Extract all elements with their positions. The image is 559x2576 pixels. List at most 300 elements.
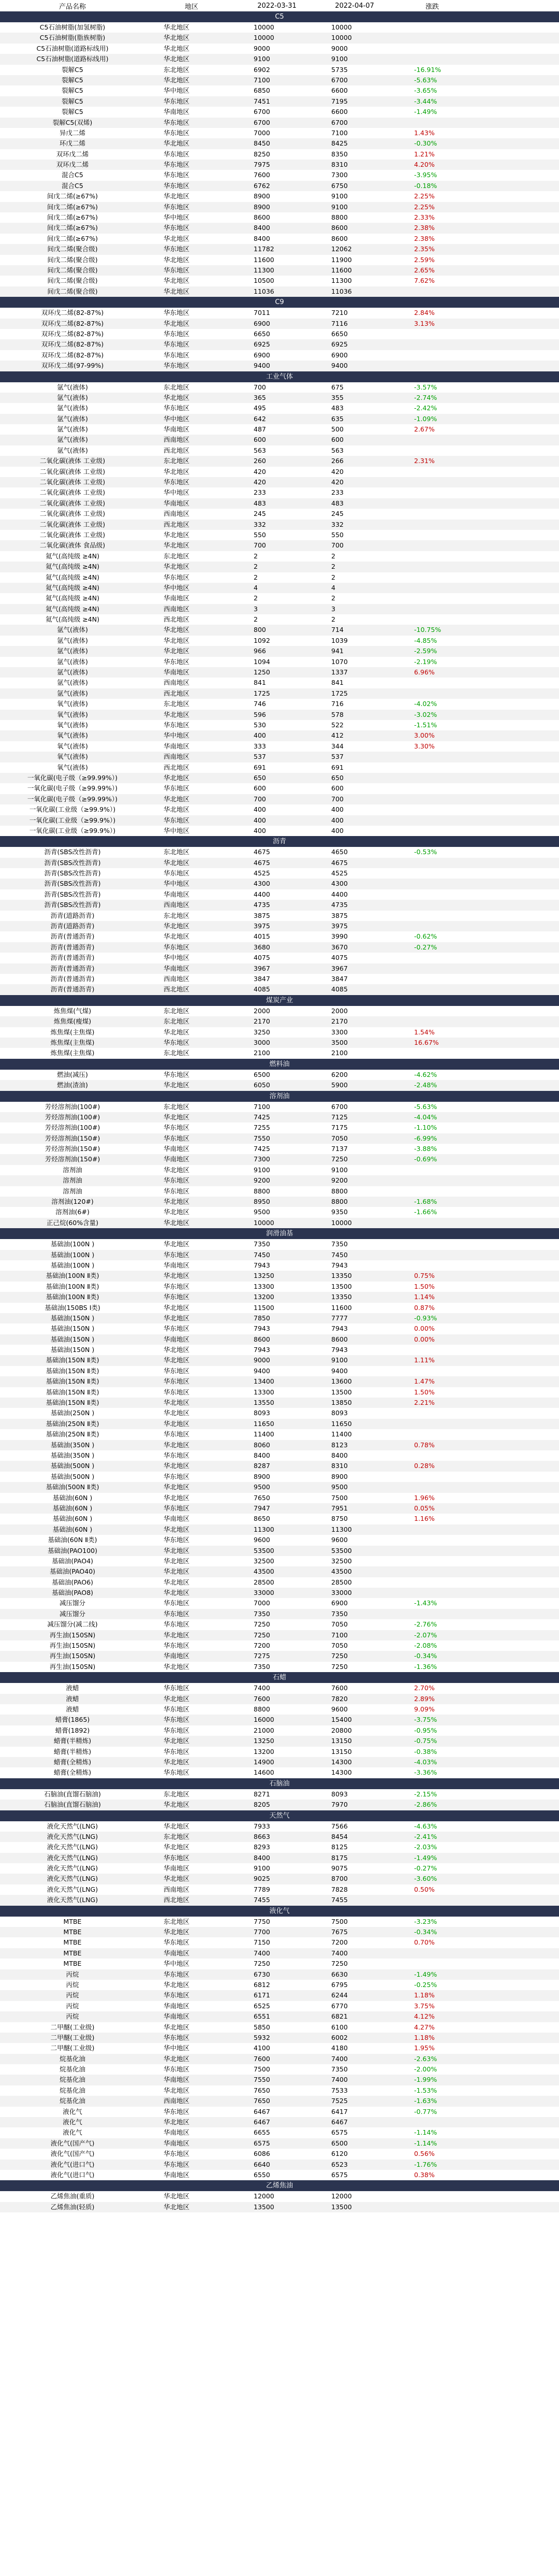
change [393, 540, 471, 551]
price-date2: 7500 [331, 1917, 348, 1925]
price-date1: 8650 [254, 1515, 270, 1523]
header-date1: 2022-03-31 [257, 2, 297, 10]
change: -2.07% [414, 1631, 437, 1639]
table-row [0, 1990, 559, 2001]
product-name: 液蜡 [66, 1694, 79, 1703]
price-date2: 6002 [331, 2033, 348, 2041]
product-name: 氩气(液体) [57, 626, 88, 634]
price-date1: 333 [254, 742, 266, 750]
region: 华南地区 [164, 668, 190, 677]
change: 2.84% [414, 309, 435, 317]
table-row [0, 858, 559, 868]
product-name: 液化气(国产气) [50, 2150, 95, 2158]
price-date1: 400 [254, 731, 266, 740]
table-header [0, 0, 559, 11]
change [393, 1535, 471, 1545]
table-row [0, 1165, 559, 1175]
region: 西南地区 [164, 1885, 190, 1893]
product-name: 沥青(SBS改性沥青) [44, 848, 101, 856]
price-date2: 8600 [331, 1335, 348, 1343]
region: 华东地区 [164, 340, 190, 349]
change [393, 530, 471, 540]
price-date1: 5932 [254, 2033, 270, 2041]
price-date1: 3975 [254, 922, 270, 930]
region: 华北地区 [164, 1567, 190, 1576]
region: 西南地区 [164, 974, 190, 983]
region: 华东地区 [164, 2107, 190, 2116]
region: 华东地区 [164, 404, 190, 412]
section-rows [0, 382, 559, 837]
change: -4.03% [414, 1758, 437, 1766]
region: 华东地区 [164, 161, 190, 169]
region: 华东地区 [164, 1609, 190, 1618]
table-row [0, 1387, 559, 1398]
price-date1: 3 [254, 605, 258, 613]
section-rows [0, 1006, 559, 1059]
region: 东北地区 [164, 1917, 190, 1925]
price-date2: 7050 [331, 1642, 348, 1650]
price-date2: 6200 [331, 1070, 348, 1078]
price-date2: 13500 [331, 1282, 352, 1290]
table-row [0, 1250, 559, 1260]
price-date2: 332 [331, 520, 344, 528]
table-row [0, 75, 559, 85]
table-row [0, 1863, 559, 1874]
product-name: 蜡膏(1892) [55, 1726, 90, 1734]
product-name: 基础油(150N ) [50, 1314, 95, 1322]
region: 华东地区 [164, 245, 190, 253]
region: 华北地区 [164, 1525, 190, 1533]
product-name: 基础油(60N ) [52, 1515, 93, 1523]
price-date1: 600 [254, 436, 266, 444]
change: 2.67% [414, 425, 435, 434]
price-date1: 53500 [254, 1546, 274, 1555]
region: 华北地区 [164, 1928, 190, 1936]
product-name: 一氧化碳(工业级（≥99.9%）) [29, 826, 116, 834]
region: 华东地区 [164, 1716, 190, 1724]
region: 西南地区 [164, 510, 190, 518]
section-title: 煤炭产业 [0, 995, 559, 1006]
table-row [0, 498, 559, 509]
price-date2: 578 [331, 710, 344, 718]
product-name: 液蜡 [66, 1684, 79, 1692]
product-name: 炼焦煤(瘦煤) [53, 1017, 92, 1026]
price-date2: 9350 [331, 1208, 348, 1216]
table-row [0, 265, 559, 276]
change: -3.75% [414, 1716, 437, 1724]
change: -0.30% [414, 139, 437, 148]
price-date1: 8205 [254, 1801, 270, 1809]
change [393, 1419, 471, 1429]
price-date2: 4675 [331, 858, 348, 867]
region: 华东地区 [164, 573, 190, 581]
price-date1: 10500 [254, 277, 274, 285]
price-date2: 15400 [331, 1716, 352, 1724]
change: -0.77% [414, 2107, 437, 2116]
region: 华中地区 [164, 2044, 190, 2052]
region: 西南地区 [164, 436, 190, 444]
region: 华东地区 [164, 1991, 190, 1999]
price-date2: 7250 [331, 1662, 348, 1671]
price-date1: 13250 [254, 1737, 274, 1745]
table-row [0, 170, 559, 180]
region: 华北地区 [164, 1631, 190, 1639]
change: 2.35% [414, 245, 435, 253]
price-date2: 7943 [331, 1325, 348, 1333]
price-date2: 563 [331, 446, 344, 454]
price-date2: 266 [331, 457, 344, 465]
table-row [0, 1239, 559, 1249]
change: -2.63% [414, 2054, 437, 2063]
price-date2: 2100 [331, 1049, 348, 1057]
change: 2.33% [414, 213, 435, 222]
table-row [0, 1102, 559, 1112]
region: 华北地区 [164, 805, 190, 814]
region: 华东地区 [164, 1187, 190, 1195]
price-date1: 495 [254, 404, 266, 412]
change [393, 1959, 471, 1969]
price-date2: 6650 [331, 329, 348, 338]
region: 华东地区 [164, 351, 190, 359]
product-name: 混合C5 [62, 181, 83, 190]
product-name: 液化气 [63, 2107, 82, 2116]
table-row [0, 1948, 559, 1959]
price-date1: 6550 [254, 2171, 270, 2179]
price-date2: 7100 [331, 128, 348, 137]
table-row [0, 2043, 559, 2053]
price-date1: 7350 [254, 1609, 270, 1618]
price-date1: 1250 [254, 668, 270, 677]
price-date1: 6925 [254, 340, 270, 349]
region: 华东地区 [164, 1176, 190, 1185]
price-date2: 7175 [331, 1124, 348, 1132]
change [393, 2117, 471, 2127]
price-date2: 635 [331, 414, 344, 423]
price-date1: 642 [254, 414, 266, 423]
table-row [0, 1800, 559, 1810]
table-row [0, 1535, 559, 1545]
region: 华东地区 [164, 2033, 190, 2041]
table-row [0, 2001, 559, 2011]
region: 华东地区 [164, 816, 190, 824]
product-name: 基础油(100N ) [50, 1240, 95, 1248]
region: 华东地区 [164, 150, 190, 158]
price-date1: 563 [254, 446, 266, 454]
price-date2: 6467 [331, 2118, 348, 2126]
product-name: 裂解C5 [62, 97, 83, 105]
table-row [0, 625, 559, 635]
price-date1: 21000 [254, 1726, 274, 1734]
region: 东北地区 [164, 848, 190, 856]
product-name: 溶剂油 [63, 1176, 82, 1185]
table-row [0, 1524, 559, 1535]
header-region: 地区 [184, 3, 198, 11]
price-date2: 8600 [331, 234, 348, 242]
change [393, 1239, 471, 1249]
price-date2: 7970 [331, 1801, 348, 1809]
region: 华南地区 [164, 1864, 190, 1873]
price-date1: 6500 [254, 1070, 270, 1078]
region: 华中地区 [164, 1960, 190, 1968]
price-date1: 700 [254, 383, 266, 391]
change [393, 1186, 471, 1197]
price-date1: 9000 [254, 1356, 270, 1364]
price-date1: 7425 [254, 1113, 270, 1121]
product-name: 液化气 [63, 2128, 82, 2137]
price-date1: 841 [254, 679, 266, 687]
table-row [0, 1271, 559, 1281]
region: 华东地区 [164, 1970, 190, 1978]
price-date2: 2 [331, 594, 335, 602]
price-date2: 13350 [331, 1272, 352, 1280]
table-row [0, 1450, 559, 1461]
price-date2: 10000 [331, 34, 352, 42]
table-row [0, 826, 559, 836]
table-row [0, 804, 559, 815]
price-date2: 4525 [331, 869, 348, 877]
change: -1.99% [414, 2076, 437, 2084]
change: 1.47% [414, 1377, 435, 1386]
header-name: 产品名称 [58, 3, 86, 11]
change: -3.88% [414, 1145, 437, 1153]
price-date1: 6640 [254, 2160, 270, 2168]
region: 西北地区 [164, 1896, 190, 1904]
price-date2: 1039 [331, 636, 348, 644]
change [393, 286, 471, 297]
region: 华东地区 [164, 224, 190, 232]
region: 华中地区 [164, 954, 190, 962]
change [393, 1472, 471, 1482]
product-name: 双环戊二烯(82-87%) [41, 309, 104, 317]
price-date1: 9500 [254, 1208, 270, 1216]
region: 东北地区 [164, 457, 190, 465]
product-name: 基础油(100N ) [50, 1250, 95, 1259]
region: 华东地区 [164, 309, 190, 317]
region: 华东地区 [164, 1472, 190, 1480]
price-date1: 3847 [254, 974, 270, 983]
price-date2: 12062 [331, 245, 352, 253]
region: 华东地区 [164, 1536, 190, 1544]
region: 华南地区 [164, 1261, 190, 1269]
region: 西南地区 [164, 605, 190, 613]
table-row [0, 2138, 559, 2149]
price-date1: 11600 [254, 255, 274, 264]
table-row [0, 752, 559, 762]
table-row [0, 2191, 559, 2201]
price-date1: 7550 [254, 1134, 270, 1142]
change: 1.50% [414, 1282, 435, 1290]
table-row [0, 1419, 559, 1429]
product-name: 氩气(液体) [57, 383, 88, 391]
region: 东北地区 [164, 911, 190, 919]
region: 华北地区 [164, 530, 190, 539]
region: 华东地区 [164, 181, 190, 190]
price-date2: 537 [331, 753, 344, 761]
product-name: 液化天然气(LNG) [47, 1853, 98, 1862]
price-date1: 260 [254, 457, 266, 465]
price-date2: 7195 [331, 97, 348, 105]
table-row [0, 741, 559, 752]
region: 华东地区 [164, 1747, 190, 1755]
product-name: 丙烷 [66, 1991, 79, 1999]
change: 2.38% [414, 234, 435, 242]
price-date1: 4 [254, 583, 258, 592]
table-row [0, 350, 559, 361]
price-date1: 9100 [254, 1864, 270, 1873]
region: 华北地区 [164, 1441, 190, 1449]
section-title: 石蜡 [0, 1672, 559, 1683]
region: 华东地区 [164, 1642, 190, 1650]
product-name: 氩气(液体) [57, 404, 88, 412]
price-date1: 7455 [254, 1896, 270, 1904]
table-row [0, 1398, 559, 1408]
change: 0.70% [414, 1938, 435, 1947]
change: -0.95% [414, 1726, 437, 1734]
price-date1: 13200 [254, 1747, 274, 1755]
change: -2.59% [414, 647, 437, 655]
change: -3.02% [414, 710, 437, 718]
table-row [0, 319, 559, 329]
table-row [0, 128, 559, 138]
price-date2: 700 [331, 541, 344, 550]
change: -1.14% [414, 2139, 437, 2147]
price-date1: 7650 [254, 2097, 270, 2105]
price-date1: 11300 [254, 266, 274, 274]
table-row [0, 593, 559, 603]
product-name: 氦气(高纯级 ≥4N) [45, 615, 99, 624]
price-date2: 3990 [331, 932, 348, 941]
region: 华北地区 [164, 1758, 190, 1766]
price-date2: 9100 [331, 1165, 348, 1174]
table-row [0, 2033, 559, 2043]
product-name: 基础油(500N ) [50, 1472, 95, 1480]
price-date2: 6700 [331, 1102, 348, 1111]
table-row [0, 1493, 559, 1503]
region: 华北地区 [164, 626, 190, 634]
change: -16.91% [414, 65, 442, 74]
region: 华北地区 [164, 319, 190, 327]
change: -1.51% [414, 721, 437, 729]
product-name: 燃油(渣油) [57, 1081, 88, 1089]
price-date1: 966 [254, 647, 266, 655]
price-date2: 8425 [331, 139, 348, 148]
price-date1: 245 [254, 510, 266, 518]
product-name: 蜡膏(1865) [55, 1716, 90, 1724]
region: 华东地区 [164, 1250, 190, 1259]
region: 华北地区 [164, 1356, 190, 1364]
product-name: 烷基化油 [59, 2065, 85, 2074]
change: -10.75% [414, 626, 442, 634]
price-date2: 675 [331, 383, 344, 391]
table-row [0, 1218, 559, 1228]
table-row [0, 931, 559, 942]
price-date2: 3300 [331, 1028, 348, 1036]
product-name: 氧气(液体) [57, 763, 88, 771]
table-row [0, 2202, 559, 2212]
change: -3.36% [414, 1768, 437, 1777]
region: 华北地区 [164, 1303, 190, 1312]
region: 华东地区 [164, 657, 190, 666]
change: -4.02% [414, 700, 437, 708]
product-name: 双环戊二烯(82-87%) [41, 319, 104, 327]
product-name: 液化天然气(LNG) [47, 1832, 98, 1840]
change: -3.65% [414, 87, 437, 95]
region: 华东地区 [164, 1366, 190, 1375]
table-row [0, 889, 559, 900]
table-row [0, 572, 559, 583]
product-name: 氦气(高纯级 ≥4N) [45, 552, 99, 560]
price-date2: 2000 [331, 1006, 348, 1015]
product-name: 双环戊二烯(82-87%) [41, 340, 104, 349]
region: 华东地区 [164, 171, 190, 179]
product-name: 氩气(液体) [57, 436, 88, 444]
price-date2: 13500 [331, 2203, 352, 2211]
product-name: 基础油(PAO40) [49, 1567, 96, 1576]
region: 华东地区 [164, 128, 190, 137]
change: -0.34% [414, 1652, 437, 1660]
price-date1: 2 [254, 563, 258, 571]
table-row [0, 181, 559, 191]
table-row [0, 361, 559, 371]
change [393, 509, 471, 519]
product-name: 液化气(进口气) [50, 2171, 95, 2179]
change [393, 752, 471, 762]
price-date2: 7951 [331, 1504, 348, 1512]
product-name: 基础油(100N ) [50, 1261, 95, 1269]
price-date1: 6467 [254, 2107, 270, 2116]
price-date2: 13150 [331, 1737, 352, 1745]
price-date1: 7975 [254, 161, 270, 169]
price-date1: 4015 [254, 932, 270, 941]
region: 华中地区 [164, 583, 190, 592]
table-row [0, 1080, 559, 1090]
change [393, 826, 471, 836]
price-date2: 700 [331, 795, 344, 803]
table-row [0, 1366, 559, 1376]
change: 1.11% [414, 1356, 435, 1364]
price-date1: 332 [254, 520, 266, 528]
price-date1: 7200 [254, 1642, 270, 1650]
price-date1: 7933 [254, 1822, 270, 1830]
price-date2: 13350 [331, 1293, 352, 1301]
price-date2: 11600 [331, 266, 352, 274]
price-date1: 10000 [254, 1218, 274, 1227]
table-row [0, 1842, 559, 1852]
product-name: 氩气(液体) [57, 393, 88, 401]
product-name: 基础油(150N Ⅱ类) [46, 1366, 99, 1375]
change: -2.48% [414, 1081, 437, 1089]
price-date2: 9100 [331, 1356, 348, 1364]
change [393, 329, 471, 339]
price-date2: 2170 [331, 1017, 348, 1026]
price-date1: 4300 [254, 880, 270, 888]
price-date2: 522 [331, 721, 344, 729]
product-name: 减压馏分(减二线) [47, 1620, 98, 1629]
price-date2: 412 [331, 731, 344, 740]
region: 华北地区 [164, 1801, 190, 1809]
change: 0.38% [414, 2171, 435, 2179]
region: 华北地区 [164, 1462, 190, 1470]
price-date2: 4400 [331, 890, 348, 898]
table-row [0, 1323, 559, 1334]
change [393, 1345, 471, 1355]
change: -3.60% [414, 1875, 437, 1883]
table-row [0, 730, 559, 741]
table-row [0, 1408, 559, 1418]
price-date1: 6086 [254, 2150, 270, 2158]
product-name: 基础油(150N Ⅱ类) [46, 1356, 99, 1364]
price-date2: 11600 [331, 1303, 352, 1312]
